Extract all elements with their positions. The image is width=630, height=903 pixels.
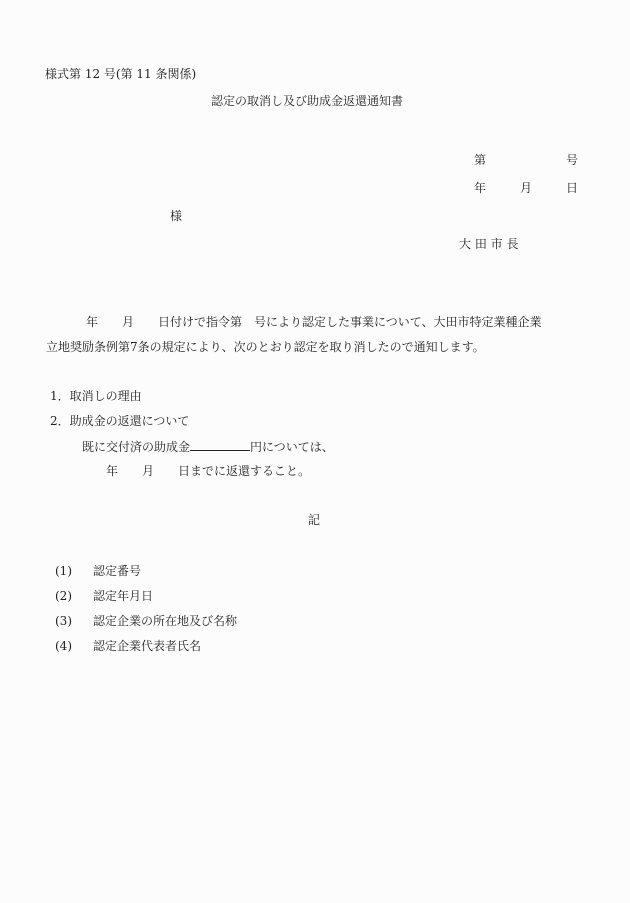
date-year: 年 (474, 181, 487, 195)
record-label: 認定企業の所在地及び名称 (93, 614, 238, 628)
ref-number-suffix: 号 (566, 153, 579, 167)
form-number: 様式第 12 号(第 11 条関係) (45, 67, 197, 81)
record-num: (4) (55, 639, 72, 653)
document-title: 認定の取消し及び助成金返還通知書 (211, 94, 404, 108)
record-label: 認定年月日 (93, 589, 154, 603)
refund-text-b: 円については、 (250, 440, 334, 454)
amount-blank (190, 439, 250, 451)
record-num: (2) (55, 589, 72, 603)
item-refund: 2．助成金の返還について (50, 414, 190, 428)
addressee-suffix: 様 (170, 209, 183, 223)
record-num: (1) (55, 564, 72, 578)
record-num: (3) (55, 614, 72, 628)
ref-number-prefix: 第 (474, 153, 487, 167)
refund-line-2: 年 月 日までに返還すること。 (106, 464, 311, 478)
ki-heading: 記 (308, 513, 321, 527)
date-month: 月 (520, 181, 533, 195)
refund-text-a: 既に交付済の助成金 (82, 440, 191, 454)
refund-line-1 (82, 439, 334, 454)
body-line-1: 年 月 日付けで指令第 号により認定した事業について、大田市特定業種企業 (86, 315, 542, 329)
item-cancel-reason: 1．取消しの理由 (50, 389, 142, 403)
date-day: 日 (566, 181, 579, 195)
record-label: 認定番号 (93, 564, 142, 578)
body-line-2: 立地奨励条例第7条の規定により、次のとおり認定を取り消したので通知します。 (46, 340, 485, 354)
issuer: 大 田 市 長 (459, 237, 519, 251)
record-label: 認定企業代表者氏名 (93, 639, 202, 653)
